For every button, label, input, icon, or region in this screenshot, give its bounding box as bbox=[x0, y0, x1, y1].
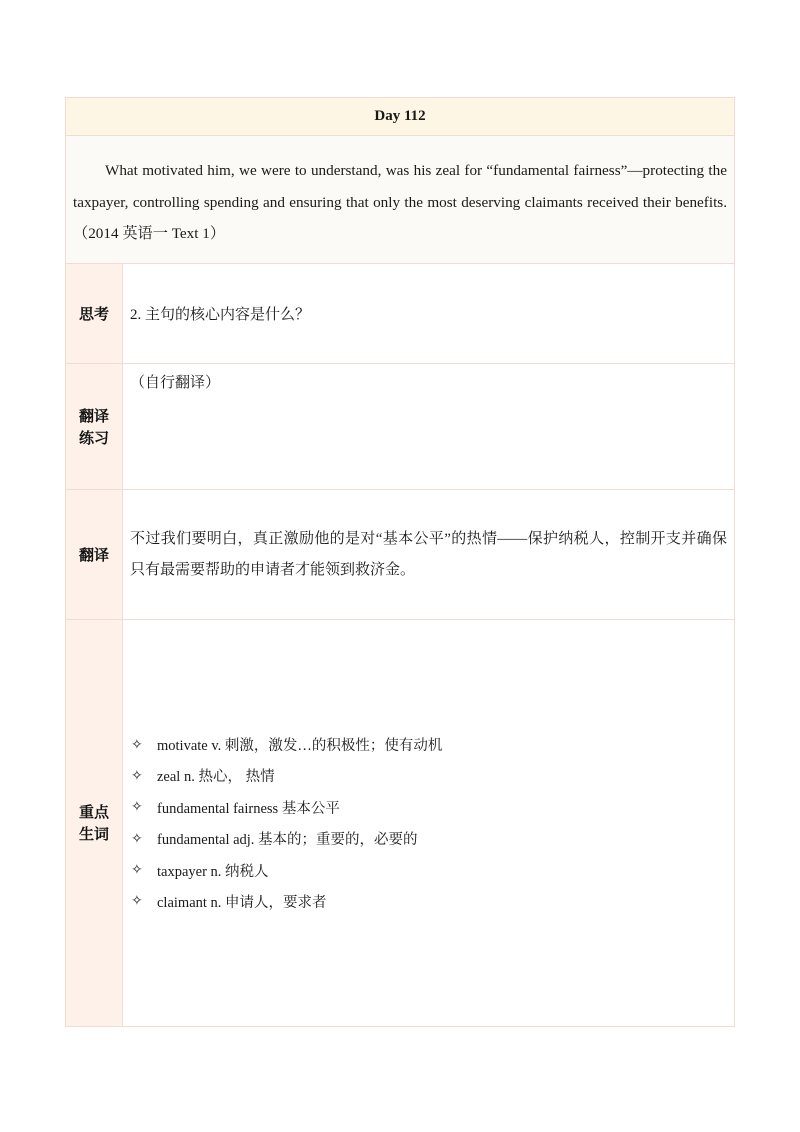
vocab-item bbox=[131, 729, 727, 760]
practice-row bbox=[66, 364, 734, 490]
english-sentence: What motivated him, we were to understand, was his zeal for “fundamental fairness”—protecting the taxpayer, controlling spending and ensuring that only the most deserving claimants received their benefits.（2014 英语一 Text 1） bbox=[66, 136, 734, 264]
vocab-item bbox=[131, 854, 727, 885]
bullet-icon: ✧ bbox=[131, 767, 143, 784]
translation-row bbox=[66, 490, 734, 620]
vocab-label bbox=[66, 620, 123, 1026]
study-card bbox=[65, 97, 735, 1027]
vocab-item bbox=[131, 792, 727, 823]
practice-label-line1: 翻译 bbox=[78, 406, 109, 425]
day-title: Day 112 bbox=[66, 98, 734, 136]
vocab-label-line2: 生词 bbox=[78, 825, 109, 843]
bullet-icon: ✧ bbox=[131, 799, 143, 816]
practice-placeholder: （自行翻译） bbox=[130, 375, 221, 391]
vocab-list-cell bbox=[123, 620, 734, 1026]
vocab-item bbox=[131, 823, 727, 854]
vocab-item bbox=[131, 760, 727, 791]
vocab-row bbox=[66, 620, 734, 1026]
bullet-icon: ✧ bbox=[131, 736, 143, 753]
vocab-item-text: claimant n. 申请人，要求者 bbox=[157, 894, 327, 911]
vocab-item bbox=[131, 886, 727, 917]
vocab-item-text: fundamental adj. 基本的；重要的，必要的 bbox=[157, 832, 418, 849]
vocab-item-text: fundamental fairness 基本公平 bbox=[157, 800, 340, 817]
practice-label-line2: 练习 bbox=[78, 428, 109, 447]
translation-text: 不过我们要明白，真正激励他的是对“基本公平”的热情——保护纳税人，控制开支并确保只有最需要帮助的申请者才能领到救济金。 bbox=[130, 530, 727, 578]
translation-label bbox=[66, 490, 123, 619]
vocab-list bbox=[131, 729, 727, 917]
bullet-icon: ✧ bbox=[131, 830, 143, 847]
think-question: 2. 主句的核心内容是什么？ bbox=[130, 307, 311, 323]
translation-label-text: 翻译 bbox=[78, 545, 109, 564]
think-label bbox=[66, 264, 123, 363]
vocab-item-text: motivate v. 刺激，激发…的积极性；使有动机 bbox=[157, 738, 443, 755]
bullet-icon: ✧ bbox=[131, 862, 143, 879]
vocab-label-line1: 重点 bbox=[78, 803, 109, 821]
vocab-item-text: taxpayer n. 纳税人 bbox=[157, 863, 269, 880]
think-row bbox=[66, 264, 734, 364]
think-label-text: 思考 bbox=[78, 304, 109, 323]
bullet-icon: ✧ bbox=[131, 893, 143, 910]
vocab-item-text: zeal n. 热心， 热情 bbox=[157, 769, 275, 786]
practice-label bbox=[66, 364, 123, 489]
